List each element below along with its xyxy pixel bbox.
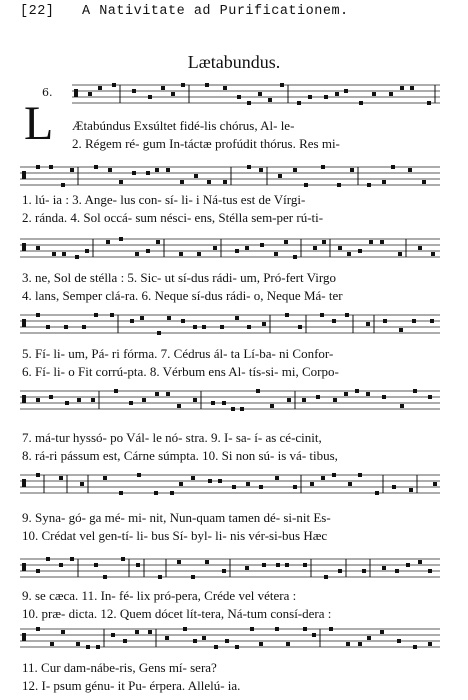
neume	[332, 319, 336, 323]
lyric-line: 2. Régem ré- gum In-táctæ profúdit thórus. Res mi-	[72, 136, 340, 151]
neume	[75, 255, 79, 259]
neume	[418, 246, 422, 250]
neume	[259, 642, 263, 646]
neume	[76, 642, 80, 646]
neume	[359, 101, 363, 105]
neume	[350, 168, 354, 172]
neume	[183, 627, 187, 631]
neume	[223, 86, 227, 90]
neume	[36, 165, 40, 169]
staff-notation	[20, 312, 440, 336]
neume	[111, 633, 115, 637]
clef-mark	[22, 563, 26, 571]
neume	[256, 389, 260, 393]
running-header	[20, 4, 448, 24]
neume	[94, 313, 98, 317]
neume	[155, 168, 159, 172]
neume	[302, 398, 306, 402]
neume	[36, 246, 40, 250]
clef-mark	[22, 479, 26, 487]
neume	[431, 252, 435, 256]
neume	[412, 319, 416, 323]
neume	[303, 563, 307, 567]
neume	[207, 180, 211, 184]
neume	[65, 401, 69, 405]
neume	[422, 180, 426, 184]
lyric-line: 5. Fí- li- um, Pá- ri fórma. 7. Cédrus ál- ta Lí-ba- ni Confor-	[22, 346, 334, 361]
neume	[344, 89, 348, 93]
neume	[285, 563, 289, 567]
neume	[358, 473, 362, 477]
neume	[119, 491, 123, 495]
neume	[103, 575, 107, 579]
neume	[155, 392, 159, 396]
neume	[382, 395, 386, 399]
neume	[338, 569, 342, 573]
neume	[157, 331, 161, 335]
neume	[250, 627, 254, 631]
neume	[259, 485, 263, 489]
lyric-line: 9. Syna- gó- ga mé- mi- nit, Nun-quam tamen dé- si-nit Es-	[22, 510, 331, 525]
neume	[202, 636, 206, 640]
neume	[70, 168, 74, 172]
neume	[335, 92, 339, 96]
neume	[400, 86, 404, 90]
neume	[355, 389, 359, 393]
neume	[344, 392, 348, 396]
neume	[258, 92, 262, 96]
neume	[191, 476, 195, 480]
neume	[237, 95, 241, 99]
neume	[232, 485, 236, 489]
neume	[293, 168, 297, 172]
neume	[413, 645, 417, 649]
neume	[240, 407, 244, 411]
neume	[156, 240, 160, 244]
music-staff	[20, 312, 440, 336]
neume	[389, 92, 393, 96]
neume	[213, 246, 217, 250]
neume	[332, 473, 336, 477]
neume	[96, 645, 100, 649]
neume	[293, 255, 297, 259]
neume	[202, 325, 206, 329]
lyric-line: 10. præ- dicta. 12. Quem dócet lít-tera, Ná-tum consí-dera :	[22, 606, 332, 621]
neume	[428, 642, 432, 646]
neume	[367, 183, 371, 187]
neume	[94, 165, 98, 169]
neume	[285, 313, 289, 317]
neume	[287, 398, 291, 402]
lyric-line: 6. Fí- li- o Fit corrú-pta. 8. Vérbum ens Al- tís-si- mi, Corpo-	[22, 364, 339, 379]
clef-mark	[22, 395, 26, 403]
neume	[231, 407, 235, 411]
neume	[428, 569, 432, 573]
neume	[205, 560, 209, 564]
neume	[409, 488, 413, 492]
neume	[193, 398, 197, 402]
neume	[36, 313, 40, 317]
neume	[380, 630, 384, 634]
neume	[427, 101, 431, 105]
neume	[148, 630, 152, 634]
neume	[303, 627, 307, 631]
neume	[320, 313, 324, 317]
neume	[247, 165, 251, 169]
neume	[400, 404, 404, 408]
neume	[280, 83, 284, 87]
neume	[85, 249, 89, 253]
neume	[211, 401, 215, 405]
neume	[70, 557, 74, 561]
neume	[132, 89, 136, 93]
neume	[275, 627, 279, 631]
neume	[333, 398, 337, 402]
neume	[170, 491, 174, 495]
neume	[137, 473, 141, 477]
neume	[64, 325, 68, 329]
clef-mark	[22, 171, 26, 179]
neume	[397, 639, 401, 643]
neume	[154, 491, 158, 495]
neume	[61, 183, 65, 187]
lyric-line: 1. lú- ia : 3. Ange- lus con- sí- li- i Ná-tus est de Vírgi-	[22, 192, 306, 207]
neume	[366, 322, 370, 326]
neume	[260, 243, 264, 247]
neume	[135, 630, 139, 634]
neume	[59, 563, 63, 567]
neume	[193, 639, 197, 643]
neume	[36, 473, 40, 477]
neume	[180, 180, 184, 184]
music-staff	[20, 236, 440, 260]
neume	[191, 575, 195, 579]
neume	[372, 92, 376, 96]
neume	[197, 252, 201, 256]
lyric-line: Ætabúndus Exsúltet fidé-lis chórus, Al- le-	[72, 118, 295, 133]
neume	[274, 252, 278, 256]
lyric-line: 2. ránda. 4. Sol occá- sum nésci- ens, Stélla sem-per rú-ti-	[22, 210, 324, 225]
staff-notation	[20, 626, 440, 650]
lyric-line: 4. lans, Semper clá-ra. 6. Neque sí-dus rádi- o, Neque Má- ter	[22, 288, 343, 303]
lyric-line: 10. Crédat vel gen-tí- li- bus Sí- byl- li- nis vér-si-bus Hæc	[22, 528, 328, 543]
neume	[140, 316, 144, 320]
neume	[275, 476, 279, 480]
neume	[166, 392, 170, 396]
neume	[50, 642, 54, 646]
staff-notation	[20, 472, 440, 496]
neume	[88, 92, 92, 96]
music-staff	[20, 164, 440, 188]
neume	[408, 168, 412, 172]
clef-mark	[22, 319, 26, 327]
neume	[161, 86, 165, 90]
verse-number: 6.	[42, 86, 53, 99]
neume	[77, 398, 81, 402]
neume	[103, 476, 107, 480]
neume	[262, 322, 266, 326]
neume	[223, 180, 227, 184]
page-number: [22]	[20, 4, 55, 19]
neume	[259, 168, 263, 172]
neume	[284, 240, 288, 244]
neume	[36, 569, 40, 573]
neume	[286, 642, 290, 646]
neume	[345, 313, 349, 317]
neume	[36, 627, 40, 631]
neume	[106, 240, 110, 244]
neume	[136, 563, 140, 567]
staff-notation	[20, 388, 440, 412]
neume	[398, 252, 402, 256]
neume	[171, 92, 175, 96]
neume	[49, 395, 53, 399]
lyric-line: 9. se cæca. 11. In- fé- lix pró-pera, Créde vel vétera :	[22, 588, 297, 603]
initial-letter: L	[24, 97, 54, 150]
neume	[146, 249, 150, 253]
neume	[399, 328, 403, 332]
neume	[166, 168, 170, 172]
neume	[348, 482, 352, 486]
neume	[410, 86, 414, 90]
neume	[321, 165, 325, 169]
neume	[346, 642, 350, 646]
neume	[418, 560, 422, 564]
music-staff	[72, 82, 440, 106]
neume	[46, 557, 50, 561]
staff-notation	[72, 82, 440, 106]
neume	[324, 575, 328, 579]
neume	[235, 645, 239, 649]
neume	[142, 398, 146, 402]
neume	[86, 645, 90, 649]
neume	[218, 479, 222, 483]
neume	[347, 252, 351, 256]
neume	[135, 252, 139, 256]
neume	[329, 627, 333, 631]
neume	[214, 645, 218, 649]
neume	[165, 636, 169, 640]
neume	[193, 325, 197, 329]
neume	[270, 404, 274, 408]
music-staff	[20, 626, 440, 650]
staff-notation	[20, 556, 440, 580]
neume	[391, 165, 395, 169]
neume	[167, 316, 171, 320]
neume	[268, 98, 272, 102]
neume	[177, 560, 181, 564]
neume	[298, 325, 302, 329]
neume	[119, 237, 123, 241]
staff-notation	[20, 164, 440, 188]
clef-mark	[74, 89, 78, 97]
neume	[322, 240, 326, 244]
neume	[108, 168, 112, 172]
neume	[413, 389, 417, 393]
neume	[406, 563, 410, 567]
neume	[430, 319, 434, 323]
running-title: A Nativitate ad Purificationem.	[82, 4, 349, 19]
neume	[297, 101, 301, 105]
staff-notation	[20, 236, 440, 260]
neume	[383, 319, 387, 323]
page-title: Lætabundus.	[187, 52, 281, 72]
neume	[235, 249, 239, 253]
neume	[312, 633, 316, 637]
neume	[61, 630, 65, 634]
neume	[114, 389, 118, 393]
neume	[49, 165, 53, 169]
neume	[235, 316, 239, 320]
clef-mark	[22, 243, 26, 251]
neume	[110, 313, 114, 317]
lyric-line: 3. ne, Sol de stélla : 5. Sic- ut sí-dus rádi- um, Pró-fert Virgo	[22, 270, 336, 285]
neume	[245, 246, 249, 250]
neume	[98, 86, 102, 90]
neume	[52, 252, 56, 256]
neume	[245, 566, 249, 570]
neume	[433, 482, 437, 486]
neume	[308, 95, 312, 99]
neume	[375, 491, 379, 495]
neume	[46, 325, 50, 329]
neume	[358, 249, 362, 253]
neume	[392, 485, 396, 489]
neume	[395, 569, 399, 573]
neume	[428, 395, 432, 399]
neume	[304, 183, 308, 187]
neume	[91, 398, 95, 402]
neume	[205, 83, 209, 87]
neume	[362, 569, 366, 573]
lyric-line: 12. I- psum génu- it Pu- érpera. Allelú- ia.	[22, 678, 241, 693]
neume	[337, 183, 341, 187]
neume	[123, 639, 127, 643]
neume	[367, 636, 371, 640]
music-staff	[20, 388, 440, 412]
neume	[247, 325, 251, 329]
neume	[380, 240, 384, 244]
neume	[316, 395, 320, 399]
neume	[324, 95, 328, 99]
neume	[179, 482, 183, 486]
neume	[321, 476, 325, 480]
neume	[293, 485, 297, 489]
neume	[181, 83, 185, 87]
neume	[246, 482, 250, 486]
neume	[82, 325, 86, 329]
neume	[80, 482, 84, 486]
neume	[177, 404, 181, 408]
neume	[382, 566, 386, 570]
neume	[119, 180, 123, 184]
neume	[179, 252, 183, 256]
neume	[129, 401, 133, 405]
neume	[158, 575, 162, 579]
neume	[112, 83, 116, 87]
lyric-line: 8. rá-ri pássum est, Cárne súmpta. 10. Si non sú- is vá- tibus,	[22, 448, 338, 463]
neume	[181, 319, 185, 323]
neume	[59, 476, 63, 480]
neume	[121, 557, 125, 561]
neume	[247, 101, 251, 105]
neume	[222, 401, 226, 405]
neume	[130, 319, 134, 323]
neume	[310, 482, 314, 486]
neume	[146, 171, 150, 175]
neume	[132, 171, 136, 175]
neume	[225, 639, 229, 643]
neume	[358, 642, 362, 646]
music-staff	[20, 556, 440, 580]
clef-mark	[22, 633, 26, 641]
music-staff	[20, 472, 440, 496]
lyric-line: 7. má-tur hyssó- po Vál- le nó- stra. 9. I- sa- í- as cé-cinit,	[22, 430, 322, 445]
neume	[208, 479, 212, 483]
lyric-line: 11. Cur dam-nábe-ris, Gens mí- sera?	[22, 660, 217, 675]
neume	[262, 563, 266, 567]
neume	[366, 392, 370, 396]
neume	[278, 174, 282, 178]
neume	[276, 563, 280, 567]
neume	[148, 95, 152, 99]
neume	[313, 246, 317, 250]
neume	[36, 398, 40, 402]
neume	[94, 563, 98, 567]
neume	[220, 325, 224, 329]
neume	[338, 246, 342, 250]
neume	[194, 174, 198, 178]
neume	[369, 240, 373, 244]
neume	[222, 569, 226, 573]
neume	[382, 180, 386, 184]
neume	[62, 252, 66, 256]
